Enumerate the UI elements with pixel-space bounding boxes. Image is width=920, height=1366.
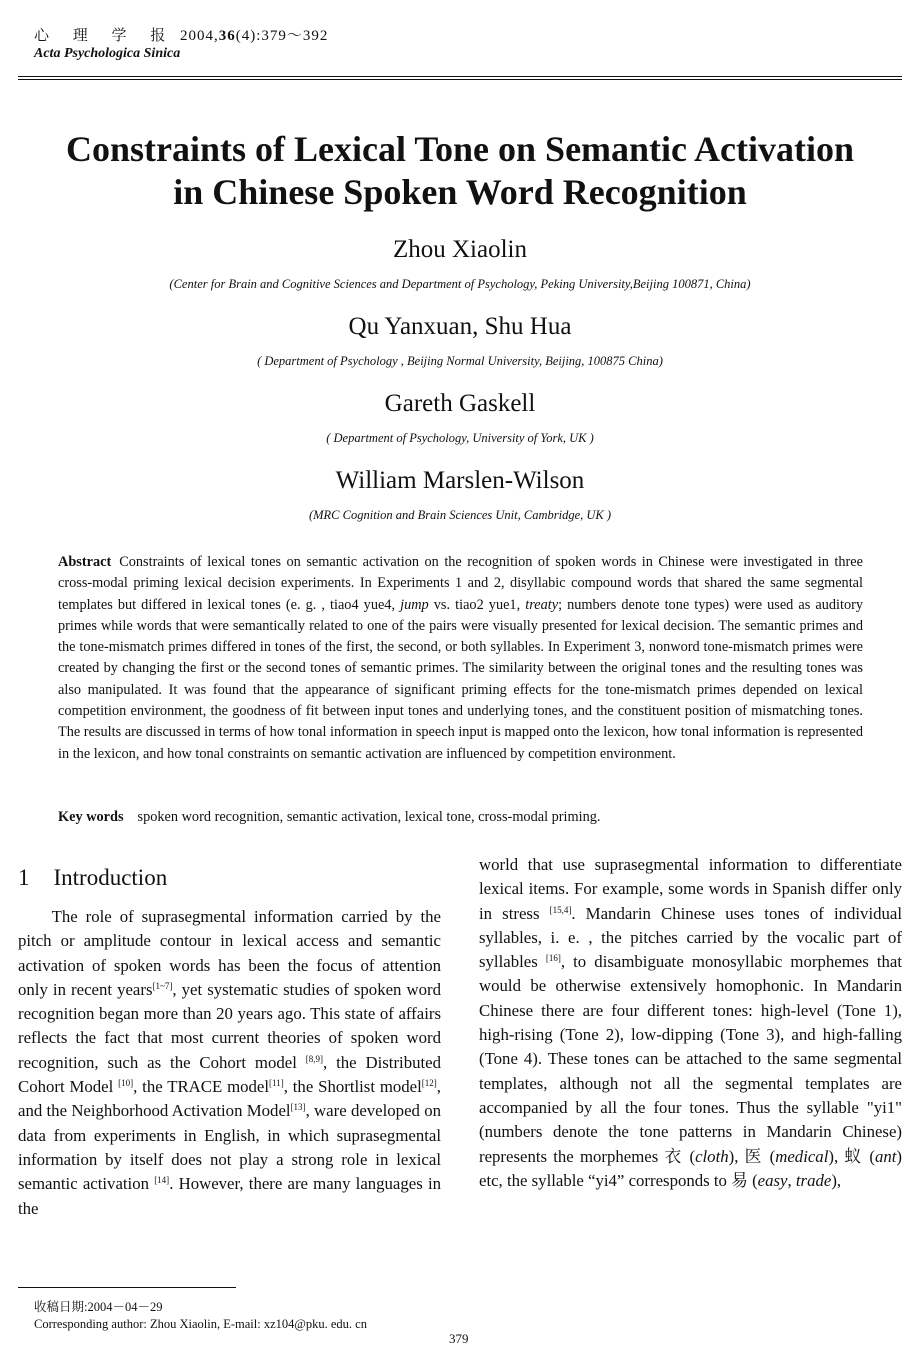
paper-title — [0, 128, 920, 214]
citation-ref: [13] — [290, 1102, 306, 1113]
abstract-label: Abstract — [58, 554, 112, 570]
text-run: , — [787, 1170, 796, 1190]
header-rule-bottom — [18, 79, 902, 80]
citation-ref: [14] — [154, 1175, 170, 1186]
intro-paragraph-1-cont — [479, 853, 902, 1193]
section-number: 1 — [18, 865, 30, 890]
abstract-text-2: vs. tiao2 yue1, — [428, 596, 526, 613]
text-run: ) etc, the syllable “yi4” corresponds to 易 ( — [479, 1146, 903, 1190]
left-column — [18, 905, 441, 1221]
text-run: ), — [831, 1170, 842, 1190]
gloss: medical — [775, 1146, 829, 1166]
abstract-example-1: jump — [400, 596, 429, 613]
text-run: , to disambiguate monosyllabic morphemes that would be otherwise extensively homophonic. In Mandarin Chinese there are four different tones: high-level (Tone 1), high-rising (Tone 2), low-dipping (Tone 3), and high-falling (Tone 4). These tones can be attached to the same segmental templates, although not all the segmental templates are accompanied by all the four tones. Thus the syllable "yi1" (numbers denote the tone patterns in Mandarin Chinese) represents the morphemes 衣 ( — [479, 952, 902, 1166]
received-date: 收稿日期:2004－04－29 — [34, 1300, 163, 1314]
footnote-rule — [18, 1287, 236, 1288]
citation-ref: [16] — [545, 953, 561, 964]
affiliation-1: (Center for Brain and Cognitive Sciences and Department of Psychology, Peking University,Beijing 100871, China) — [169, 277, 751, 291]
journal-name-en: Acta Psychologica Sinica — [34, 46, 181, 61]
keywords-text: spoken word recognition, semantic activation, lexical tone, cross-modal priming. — [137, 809, 601, 825]
text-run: , yet systematic studies of spoken word recognition began more than 20 years ago. This state of affairs reflects the fact that most current theories of spoken word recognition, such as the Cohort model — [18, 979, 441, 1072]
text-run: , ware developed on data from experiments in English, in which suprasegmental information by itself does not play a strong role in lexical semantic activation — [18, 1101, 441, 1194]
text-run: world that use suprasegmental information to differentiate lexical items. For example, some words in Spanish differ only in stress — [479, 855, 902, 923]
intro-paragraph-1 — [18, 905, 441, 1221]
running-header — [34, 24, 328, 45]
gloss: trade — [795, 1170, 832, 1190]
citation-pre: 2004, — [180, 28, 219, 44]
author-1: Zhou Xiaolin — [392, 236, 527, 263]
title-line-2: in Chinese Spoken Word Recognition — [173, 172, 747, 212]
affiliation-3: ( Department of Psychology, University of York, UK ) — [326, 431, 594, 445]
citation-ref: [15,4] — [549, 904, 572, 915]
text-run: The role of suprasegmental information carried by the pitch or amplitude contour in lexical access and semantic activation of spoken words has been the focus of attention only in recent years — [18, 907, 441, 999]
corresponding-author: Corresponding author: Zhou Xiaolin, E-mail: xz104@pku. edu. cn — [34, 1317, 367, 1331]
header-rule-top — [18, 76, 902, 77]
gloss: ant — [874, 1146, 897, 1166]
author-2: Qu Yanxuan, Shu Hua — [348, 313, 572, 340]
text-run: , and the Neighborhood Activation Model — [18, 1077, 441, 1121]
abstract-text-3: ; numbers denote tone types) were used as auditory primes while words that were semantically related to one of the pairs were visually presented for lexical decision. The semantic primes and the tone-mismatch primes differed in tones of the first, the second, or both syllables. In Experiment 3, nonword tone-mismatch primes were created by changing the first or the second tones of semantic primes. The similarity between the original tones and the resulting tones was also manipulated. It was found that the appearance of significant priming effects for the tone-mismatch primes depended on lexical competition environment, the goodness of fit between input tones and underlying tones, and the constituent position of mismatching tones. The results are discussed in terms of how tonal information in speech input is mapped onto the lexicon, how tonal information is represented in the lexicon, and how tonal constraints on semantic activation are influenced by competition environment. — [58, 596, 863, 762]
text-run: . Mandarin Chinese uses tones of individual syllables, i. e. , the pitches carried by the vocalic part of syllables — [479, 903, 902, 972]
abstract-text-1: Constraints of lexical tones on semantic activation on the recognition of spoken words in Chinese were investigated in three cross-modal priming lexical decision experiments. In Experiments 1 and 2, disyllabic compound words that shared the same segmental templates but differed in lexical tones (e. g. , tiao4 yue4, — [58, 554, 863, 613]
citation-ref: [1~7] — [152, 980, 173, 991]
affiliation-2: ( Department of Psychology , Beijing Normal University, Beijing, 100875 China) — [257, 354, 663, 368]
citation-volume: 36 — [218, 28, 236, 44]
citation-ref: [11] — [269, 1078, 284, 1089]
keywords — [58, 809, 600, 826]
text-run: , the Distributed Cohort Model — [18, 1052, 441, 1097]
gloss: cloth — [695, 1146, 729, 1166]
keywords-label: Key words — [58, 809, 124, 825]
journal-name-cn: 心 理 学 报 — [34, 28, 176, 44]
abstract-example-2: treaty — [525, 596, 559, 613]
abstract — [58, 552, 863, 765]
section-title: Introduction — [53, 865, 168, 890]
author-3: Gareth Gaskell — [384, 390, 536, 417]
text-run: ), 医 ( — [728, 1146, 776, 1166]
section-heading — [18, 865, 167, 891]
citation-post: (4):379～392 — [235, 28, 329, 44]
text-run: . However, there are many languages in the — [18, 1174, 441, 1218]
author-4: William Marslen-Wilson — [335, 467, 585, 494]
page-number: 379 — [449, 1331, 469, 1346]
citation-ref: [10] — [118, 1078, 134, 1089]
text-run: , the Shortlist model — [283, 1077, 422, 1097]
text-run: , the TRACE model — [133, 1077, 270, 1097]
affiliation-4: (MRC Cognition and Brain Sciences Unit, Cambridge, UK ) — [308, 508, 612, 522]
citation-ref: [12] — [421, 1078, 437, 1089]
gloss: easy — [757, 1170, 788, 1190]
title-line-1: Constraints of Lexical Tone on Semantic Activation — [65, 129, 855, 169]
citation-ref: [8,9] — [305, 1053, 324, 1064]
right-column — [479, 853, 902, 1193]
text-run: ), 蚁 ( — [828, 1146, 875, 1166]
